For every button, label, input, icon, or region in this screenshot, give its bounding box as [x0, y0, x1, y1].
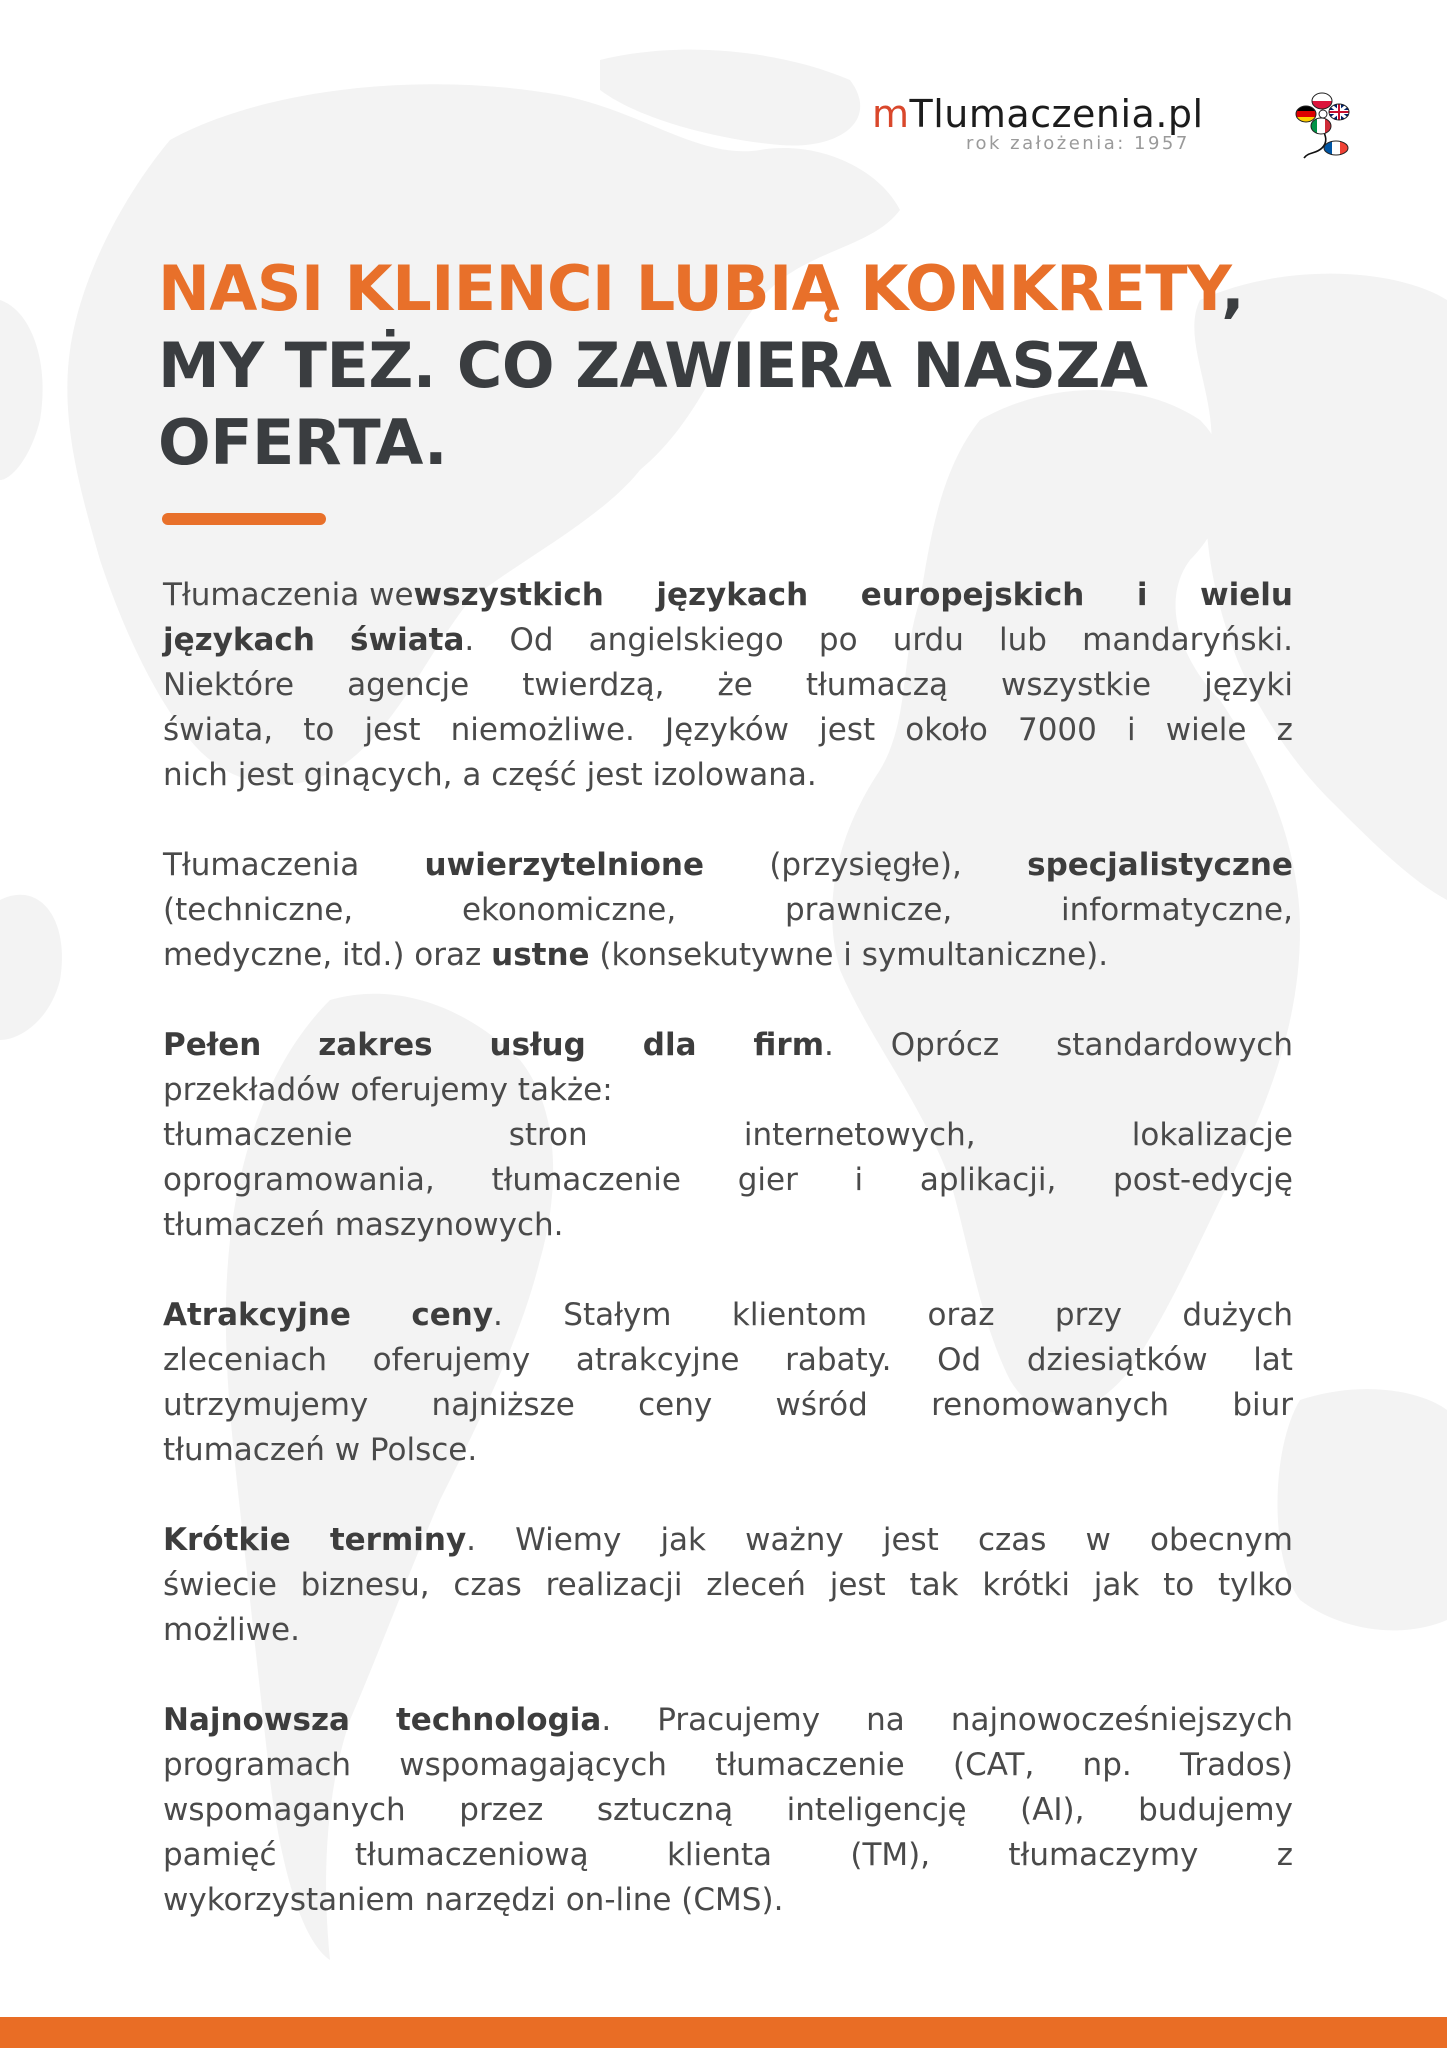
- word: z: [1276, 1837, 1293, 1873]
- word: około: [905, 712, 988, 748]
- text-line: [163, 1518, 1293, 1563]
- france-flag-icon: [1324, 141, 1348, 155]
- text-line: [163, 1743, 1293, 1788]
- word: tłumaczeniową: [354, 1837, 589, 1873]
- word: Wiemy: [515, 1522, 622, 1558]
- text-line: [163, 1158, 1293, 1203]
- word: Oprócz: [890, 1027, 1000, 1063]
- word: twierdzą,: [522, 667, 665, 703]
- text-line: [163, 708, 1293, 753]
- word: terminy.: [329, 1522, 477, 1558]
- word: jest: [364, 712, 421, 748]
- text-line: [163, 1113, 1293, 1158]
- word: rabaty.: [785, 1342, 892, 1378]
- word: klientom: [731, 1297, 868, 1333]
- word: internetowych,: [743, 1117, 976, 1153]
- word: krótki: [982, 1567, 1071, 1603]
- word: biznesu,: [300, 1567, 430, 1603]
- word: dużych: [1182, 1297, 1293, 1333]
- page-title: [158, 250, 1244, 481]
- text-line: możliwe.: [163, 1612, 300, 1648]
- word: języki: [1204, 667, 1293, 703]
- text-line: przekładów oferujemy także:: [163, 1072, 613, 1108]
- word: wszystkich: [413, 577, 604, 613]
- word: utrzymujemy: [163, 1387, 369, 1423]
- word: po: [818, 622, 858, 658]
- paragraph-deadlines: [163, 1518, 1293, 1653]
- word: zleceń: [706, 1567, 806, 1603]
- word: wielu: [1199, 577, 1293, 613]
- word: jak: [1093, 1567, 1140, 1603]
- word: jest: [819, 712, 876, 748]
- word: ceny: [638, 1387, 713, 1423]
- word: ceny.: [411, 1297, 503, 1333]
- text-line: [163, 1383, 1293, 1428]
- word: to: [303, 712, 335, 748]
- text-line: [163, 888, 1293, 933]
- word: przez: [459, 1792, 544, 1828]
- word: świata.: [350, 622, 475, 658]
- word: informatyczne,: [1061, 892, 1293, 928]
- word: (TM),: [850, 1837, 931, 1873]
- text-line: [163, 1338, 1293, 1383]
- word: jak: [660, 1522, 706, 1558]
- word: Od: [509, 622, 554, 658]
- word: pamięć: [163, 1837, 277, 1873]
- word: czas: [453, 1567, 522, 1603]
- word: budujemy: [1138, 1792, 1293, 1828]
- word: usług: [489, 1027, 586, 1063]
- word: czas: [977, 1522, 1047, 1558]
- paragraph-translation-types: [163, 843, 1293, 978]
- word: Atrakcyjne: [163, 1297, 351, 1333]
- word: najnowocześniejszych: [950, 1702, 1293, 1738]
- word: aplikacji,: [919, 1162, 1057, 1198]
- word: wszystkie: [1000, 667, 1152, 703]
- word: i: [1127, 712, 1136, 748]
- logo-wordmark: [872, 92, 1204, 136]
- word: realizacji: [545, 1567, 683, 1603]
- word: prawnicze,: [784, 892, 953, 928]
- word: sztuczną: [596, 1792, 734, 1828]
- word: lub: [999, 622, 1047, 658]
- word: tłumaczenie: [715, 1747, 905, 1783]
- paragraph-prices: [163, 1293, 1293, 1473]
- word: angielskiego: [588, 622, 784, 658]
- word: tłumaczą: [805, 667, 948, 703]
- word: programach: [163, 1747, 352, 1783]
- word: mandaryński.: [1082, 622, 1293, 658]
- word: niemożliwe.: [450, 712, 635, 748]
- flag-flower-icon: [1292, 92, 1356, 162]
- word: tłumaczymy: [1008, 1837, 1199, 1873]
- word: tak: [909, 1567, 959, 1603]
- word: zleceniach: [163, 1342, 328, 1378]
- word: wspomaganych: [163, 1792, 406, 1828]
- word: przy: [1054, 1297, 1122, 1333]
- title-line-1: [158, 250, 1244, 327]
- word: lokalizacje: [1131, 1117, 1293, 1153]
- word: i: [1136, 577, 1148, 613]
- paragraph-business-services: [163, 1023, 1293, 1248]
- word: lat: [1253, 1342, 1293, 1378]
- text-line: [163, 1698, 1293, 1743]
- bold-segment: [414, 573, 1293, 618]
- footer-accent-bar: [0, 2017, 1447, 2048]
- bold-segment: uwierzytelnione: [424, 847, 705, 883]
- word: jest: [829, 1567, 886, 1603]
- text-line: [163, 933, 1293, 978]
- title-line-3: OFERTA.: [158, 406, 448, 479]
- word: Pracujemy: [657, 1702, 821, 1738]
- word: jest: [882, 1522, 939, 1558]
- text-line: [163, 1833, 1293, 1878]
- word: Trados): [1179, 1747, 1293, 1783]
- word: firm.: [753, 1027, 834, 1063]
- word: post-edycję: [1113, 1162, 1293, 1198]
- word: inteligencję: [786, 1792, 967, 1828]
- word: stron: [508, 1117, 588, 1153]
- text-line: [163, 1293, 1293, 1338]
- word: zakres: [318, 1027, 433, 1063]
- word: językach: [163, 622, 315, 658]
- word: z: [1276, 712, 1293, 748]
- word: Od: [937, 1342, 982, 1378]
- logo-name: Tlumaczenia.pl: [909, 92, 1204, 136]
- word: (AI),: [1020, 1792, 1085, 1828]
- title-line-2: MY TEŻ. CO ZAWIERA NASZA: [158, 329, 1148, 402]
- word: na: [866, 1702, 905, 1738]
- text-line: [163, 843, 1293, 888]
- word: (techniczne,: [163, 892, 354, 928]
- word: agencje: [347, 667, 470, 703]
- word: technologia.: [395, 1702, 612, 1738]
- text-line: tłumaczeń maszynowych.: [163, 1207, 564, 1243]
- word: np.: [1082, 1747, 1132, 1783]
- word: tłumaczenie: [163, 1117, 353, 1153]
- text-segment: (konsekutywne i symultaniczne).: [589, 937, 1109, 973]
- title-comma: ,: [1221, 252, 1245, 325]
- word: językach: [656, 577, 809, 613]
- word: oferujemy: [372, 1342, 531, 1378]
- offer-body: [163, 573, 1293, 1968]
- word: tłumaczenie: [491, 1162, 681, 1198]
- paragraph-technology: [163, 1698, 1293, 1923]
- text-segment: Tłumaczenia: [163, 847, 360, 883]
- word: najniższe: [431, 1387, 575, 1423]
- word: dziesiątków: [1026, 1342, 1208, 1378]
- word: klienta: [666, 1837, 773, 1873]
- word: i: [854, 1162, 864, 1198]
- word: atrakcyjne: [575, 1342, 740, 1378]
- text-line: [163, 1023, 1293, 1068]
- word: ważny: [745, 1522, 844, 1558]
- word: świata,: [163, 712, 274, 748]
- word: wiele: [1165, 712, 1247, 748]
- text-line: [163, 663, 1293, 708]
- word: 7000: [1017, 712, 1097, 748]
- title-highlight: NASI KLIENCI LUBIĄ KONKRETY: [158, 252, 1222, 325]
- word: renomowanych: [931, 1387, 1170, 1423]
- word: tylko: [1217, 1567, 1293, 1603]
- word: Pełen: [163, 1027, 262, 1063]
- word: oraz: [927, 1297, 995, 1333]
- text-segment: Tłumaczenia we: [163, 577, 414, 613]
- word: Niektóre: [163, 667, 295, 703]
- logo-prefix: m: [872, 92, 910, 136]
- text-line: [163, 618, 1293, 663]
- text-segment: (przysięgłe),: [769, 847, 962, 883]
- word: wspomagających: [399, 1747, 667, 1783]
- word: standardowych: [1056, 1027, 1293, 1063]
- word: ekonomiczne,: [461, 892, 677, 928]
- word: Stałym: [563, 1297, 672, 1333]
- word: gier: [737, 1162, 798, 1198]
- word: obecnym: [1150, 1522, 1293, 1558]
- word: urdu: [892, 622, 964, 658]
- paragraph-languages: [163, 573, 1293, 798]
- text-line: wykorzystaniem narzędzi on-line (CMS).: [163, 1882, 784, 1918]
- text-line: [163, 573, 1293, 618]
- word: europejskich: [860, 577, 1085, 613]
- brand-logo[interactable]: [872, 92, 1362, 172]
- text-line: [163, 1788, 1293, 1833]
- bold-segment: specjalistyczne: [1027, 847, 1293, 883]
- word: to: [1163, 1567, 1195, 1603]
- logo-tagline: rok założenia: 1957: [966, 133, 1190, 154]
- word: Krótkie: [163, 1522, 291, 1558]
- title-underline-accent: [162, 513, 326, 525]
- text-line: nich jest ginących, a część jest izolowana.: [163, 757, 817, 793]
- word: (CAT,: [952, 1747, 1035, 1783]
- word: biur: [1232, 1387, 1293, 1423]
- bold-segment: ustne: [491, 937, 590, 973]
- word: wśród: [775, 1387, 868, 1423]
- word: że: [717, 667, 753, 703]
- text-segment: medyczne, itd.) oraz: [163, 937, 492, 973]
- text-line: [163, 1563, 1293, 1608]
- word: Języków: [665, 712, 790, 748]
- word: Najnowsza: [163, 1702, 350, 1738]
- word: oprogramowania,: [163, 1162, 435, 1198]
- word: świecie: [163, 1567, 277, 1603]
- word: dla: [642, 1027, 697, 1063]
- word: w: [1085, 1522, 1111, 1558]
- text-line: tłumaczeń w Polsce.: [163, 1432, 478, 1468]
